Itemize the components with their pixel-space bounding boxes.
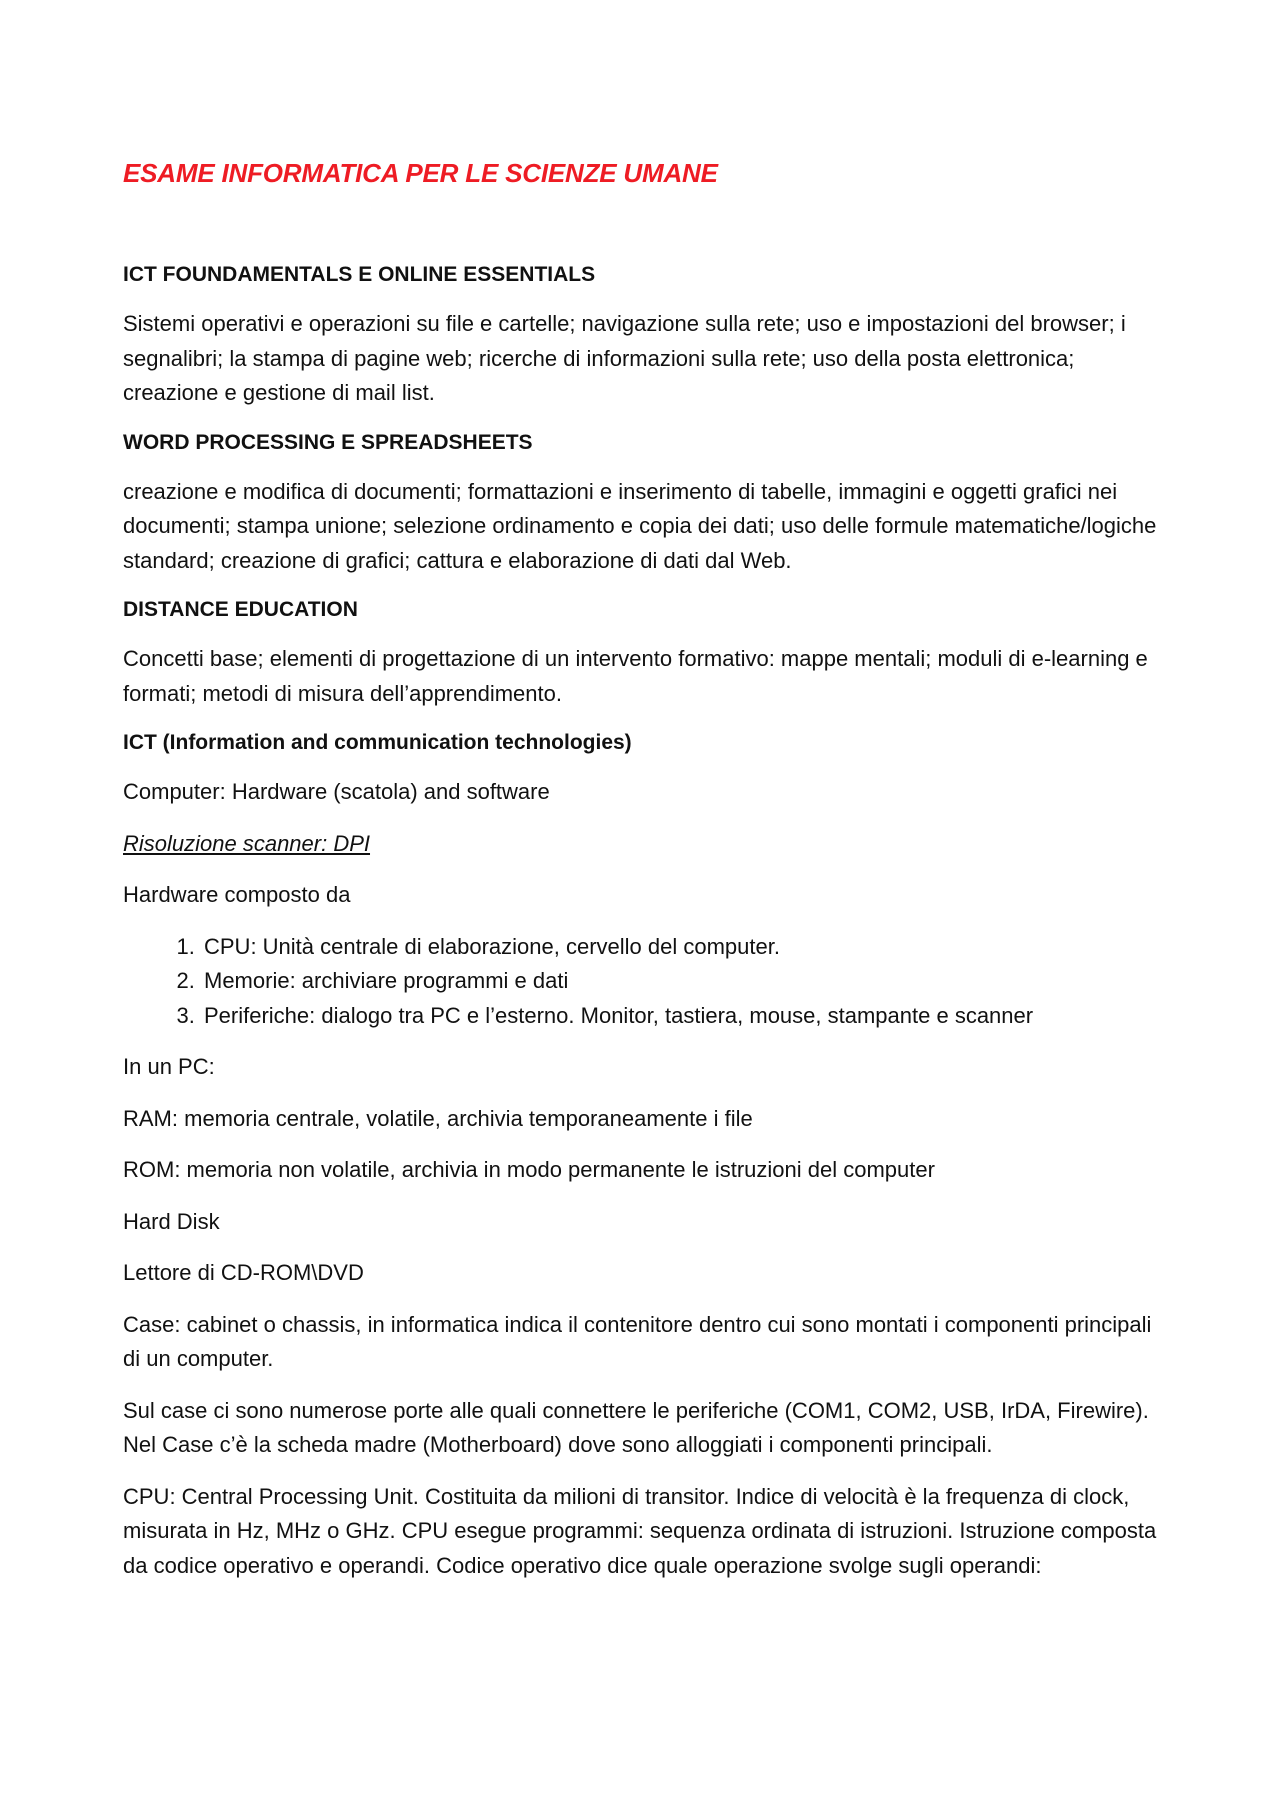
spacer bbox=[123, 191, 1160, 258]
hardware-intro: Hardware composto da bbox=[123, 882, 351, 907]
section-heading-distance-education: DISTANCE EDUCATION bbox=[123, 598, 358, 621]
list-item: 1. CPU: Unità centrale di elaborazione, cervello del computer. bbox=[201, 930, 1160, 965]
section-text-word-processing: creazione e modifica di documenti; formattazioni e inserimento di tabelle, immagini e oggetti grafici nei documenti; stampa unione; selezione ordinamento e copia dei dati; uso delle formule matematiche/logiche standard; creazione di grafici; cattura e elaborazione di dati dal Web. bbox=[123, 478, 1157, 573]
list-item: 2. Memorie: archiviare programmi e dati bbox=[201, 964, 1160, 999]
cpu-paragraph: CPU: Central Processing Unit. Costituita da milioni di transitor. Indice di velocità è la frequenza di clock, misurata in Hz, MHz o GHz. CPU esegue programmi: sequenza ordinata di istruzioni. Istruzione composta da codice operativo e operandi. Codice operativo dice quale operazione svolge sugli operandi: bbox=[123, 1483, 1157, 1578]
scanner-resolution-line: Risoluzione scanner: DPI bbox=[123, 830, 371, 856]
computer-line: Computer: Hardware (scatola) and software bbox=[123, 779, 550, 804]
section-heading-ict: ICT (Information and communication technologies) bbox=[123, 731, 632, 754]
rom-line: ROM: memoria non volatile, archivia in modo permanente le istruzioni del computer bbox=[123, 1157, 935, 1182]
hardware-list bbox=[123, 930, 1160, 1034]
document-title: ESAME INFORMATICA PER LE SCIENZE UMANE bbox=[123, 158, 718, 188]
cdrom-line: Lettore di CD-ROM\DVD bbox=[123, 1260, 364, 1285]
case-paragraph: Case: cabinet o chassis, in informatica indica il contenitore dentro cui sono montati i componenti principali di un computer. bbox=[123, 1311, 1152, 1371]
ram-line: RAM: memoria centrale, volatile, archivia temporaneamente i file bbox=[123, 1105, 753, 1131]
section-text-ict-fundamentals: Sistemi operativi e operazioni su file e cartelle; navigazione sulla rete; uso e impostazioni del browser; i segnalibri; la stampa di pagine web; ricerche di informazioni sulla rete; uso della posta elettronica; creazione e gestione di mail list. bbox=[123, 311, 1126, 405]
list-item: 3. Periferiche: dialogo tra PC e l’esterno. Monitor, tastiera, mouse, stampante e scanner bbox=[201, 999, 1160, 1034]
section-heading-word-processing: WORD PROCESSING E SPREADSHEETS bbox=[123, 430, 533, 454]
ports-paragraph: Sul case ci sono numerose porte alle quali connettere le periferiche (COM1, COM2, USB, IrDA, Firewire). Nel Case c’è la scheda madre (Motherboard) dove sono alloggiati i componenti principali. bbox=[123, 1397, 1149, 1457]
pc-intro: In un PC: bbox=[123, 1054, 215, 1079]
hard-disk-line: Hard Disk bbox=[123, 1208, 220, 1234]
section-heading-ict-fundamentals: ICT FOUNDAMENTALS E ONLINE ESSENTIALS bbox=[123, 263, 596, 286]
section-text-distance-education: Concetti base; elementi di progettazione di un intervento formativo: mappe mentali; moduli di e-learning e formati; metodi di misura dell’apprendimento. bbox=[123, 646, 1148, 706]
